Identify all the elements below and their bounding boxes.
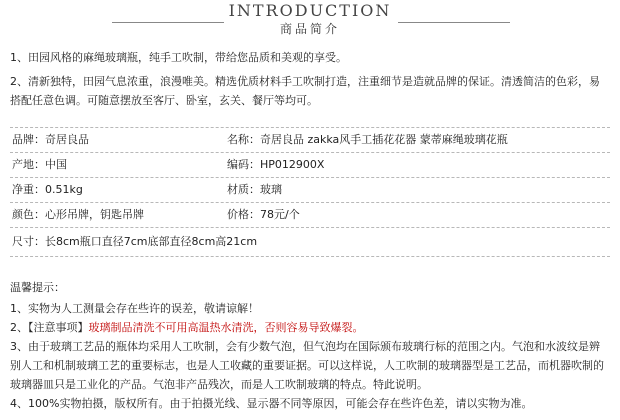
tip-1: 1、实物为人工测量会存在些许的误差，敬请谅解！ [10, 302, 259, 315]
intro-section [0, 48, 620, 115]
tip-2-tag: 2、【注意事项】 [10, 321, 89, 334]
spec-material: 材质：玻璃 [227, 183, 282, 196]
spec-code: 编码：HP012900X [227, 158, 325, 171]
spec-brand: 品牌：奇居良品 [12, 133, 89, 146]
spec-row [10, 178, 610, 203]
spec-table [10, 127, 610, 257]
spec-row [10, 153, 610, 178]
spec-color: 颜色：心形吊牌，钥匙吊牌 [12, 208, 144, 221]
spec-row [10, 228, 610, 257]
header-title-en: INTRODUCTION [228, 1, 392, 20]
spec-row [10, 203, 610, 228]
tips-section [0, 278, 620, 413]
spec-name: 名称：奇居良品 zakka风手工插花花器 蒙蒂麻绳玻璃花瓶 [227, 133, 508, 146]
tip-2-warning: 玻璃制品清洗不可用高温热水清洗，否则容易导致爆裂。 [88, 321, 364, 334]
section-header [0, 0, 620, 40]
spec-price: 价格：78元/个 [227, 208, 300, 221]
tip-2 [10, 318, 610, 337]
intro-paragraph-1: 1、田园风格的麻绳玻璃瓶，纯手工吹制，带给您品质和美观的享受。 [10, 51, 347, 64]
spec-origin: 产地：中国 [12, 158, 67, 171]
tip-3: 3、由于玻璃工艺品的瓶体均采用人工吹制，会有少数气泡，但气泡均在国际颁布玻璃行标的范围之内。气泡和水波纹是辨别人工和机制玻璃工艺的重要标志，也是人工收藏的重要证据。可以这样说，人工吹制的玻璃器型是工艺品，而机器吹制的玻璃器皿只是工业化的产品。气泡非产品残次，而是人工吹制玻璃的特点。特此说明。 [10, 340, 604, 391]
spec-weight: 净重：0.51kg [12, 183, 83, 196]
intro-paragraph-2: 2、清新独特，田园气息浓重，浪漫唯美。精选优质材料手工吹制打造，注重细节是造就品牌的保证。清透简洁的色彩，易搭配任意色调。可随意摆放至客厅、卧室，玄关、餐厅等均可。 [10, 75, 600, 107]
tip-4: 4、100%实物拍摄，版权所有。由于拍摄光线、显示器不同等原因，可能会存在些许色差，请以实物为准。 [10, 397, 533, 410]
tips-title: 温馨提示： [10, 281, 65, 294]
spec-row [10, 127, 610, 153]
header-title-cn: 商品简介 [279, 22, 340, 36]
spec-size: 尺寸：长8cm瓶口直径7cm底部直径8cm高21cm [12, 235, 258, 248]
